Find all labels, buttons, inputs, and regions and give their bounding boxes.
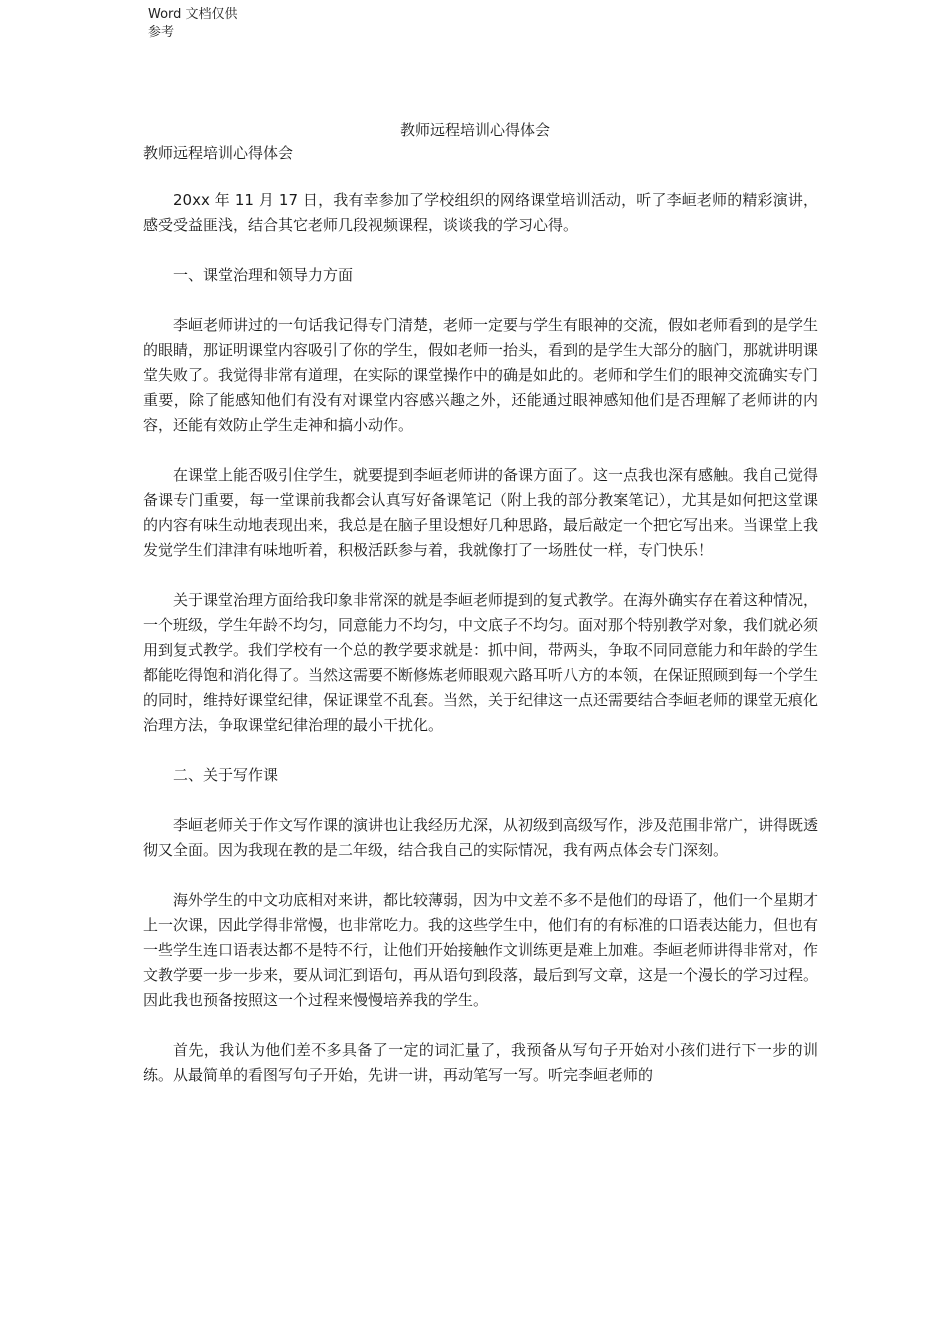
paragraph-lesson-prep: 在课堂上能否吸引住学生，就要提到李峘老师讲的备课方面了。这一点我也深有感触。我自己觉得备课专门重要，每一堂课前我都会认真写好备课笔记（附上我的部分教案笔记），尤其是如何把这堂课的内容有味生动地表现出来，我总是在脑子里设想好几种思路，最后敲定一个把它写出来。当课堂上我发觉学生们津津有味地听着，积极活跃参与着，我就像打了一场胜仗一样，专门快乐！	[143, 466, 819, 559]
paragraph-first-step: 首先，我认为他们差不多具备了一定的词汇量了，我预备从写句子开始对小孩们进行下一步的训练。从最简单的看图写句子开始，先讲一讲，再动笔写一写。听完李峘老师的	[143, 1041, 818, 1084]
header-note: Word 文档仅供参考	[148, 7, 238, 40]
paragraph-intro: 20xx 年 11 月 17 日，我有幸参加了学校组织的网络课堂培训活动，听了李峘老师的精彩演讲，感受受益匪浅，结合其它老师几段视频课程，谈谈我的学习心得。	[143, 191, 818, 234]
paragraph-writing-lecture: 李峘老师关于作文写作课的演讲也让我经历尤深，从初级到高级写作，涉及范围非常广，讲得既透彻又全面。因为我现在教的是二年级，结合我自己的实际情况，我有两点体会专门深刻。	[143, 816, 819, 859]
section-heading-writing: 二、关于写作课	[173, 766, 279, 784]
document-title: 教师远程培训心得体会	[399, 121, 550, 139]
document-subtitle: 教师远程培训心得体会	[143, 144, 294, 162]
paragraph-overseas-students: 海外学生的中文功底相对来讲，都比较薄弱，因为中文差不多不是他们的母语了，他们一个星期才上一次课，因此学得非常慢，也非常吃力。我的这些学生中，他们有的有标准的口语表达能力，但也有一些学生连口语表达都不是特不行，让他们开始接触作文训练更是难上加难。李峘老师讲得非常对，作文教学要一步一步来，要从词汇到语句，再从语句到段落，最后到写文章，这是一个漫长的学习过程。因此我也预备按照这一个过程来慢慢培养我的学生。	[143, 891, 819, 1009]
paragraph-multi-level-teaching: 关于课堂治理方面给我印象非常深的就是李峘老师提到的复式教学。在海外确实存在着这种情况，一个班级，学生年龄不均匀，同意能力不均匀，中文底子不均匀。面对那个特别教学对象，我们就必须用到复式教学。我们学校有一个总的教学要求就是：抓中间，带两头，争取不同同意能力和年龄的学生都能吃得饱和消化得了。当然这需要不断修炼老师眼观六路耳听八方的本领，在保证照顾到每一个学生的同时，维持好课堂纪律，保证课堂不乱套。当然，关于纪律这一点还需要结合李峘老师的课堂无痕化治理方法，争取课堂纪律治理的最小干扰化。	[143, 591, 819, 734]
section-heading-classroom-management: 一、课堂治理和领导力方面	[173, 266, 354, 284]
document-body	[143, 188, 818, 1113]
paragraph-eye-contact: 李峘老师讲过的一句话我记得专门清楚，老师一定要与学生有眼神的交流，假如老师看到的是学生的眼睛，那证明课堂内容吸引了你的学生，假如老师一抬头，看到的是学生大部分的脑门，那就讲明课堂失败了。我觉得非常有道理，在实际的课堂操作中的确是如此的。老师和学生们的眼神交流确实专门重要，除了能感知他们有没有对课堂内容感兴趣之外，还能通过眼神感知他们是否理解了老师讲的内容，还能有效防止学生走神和搞小动作。	[143, 316, 819, 434]
